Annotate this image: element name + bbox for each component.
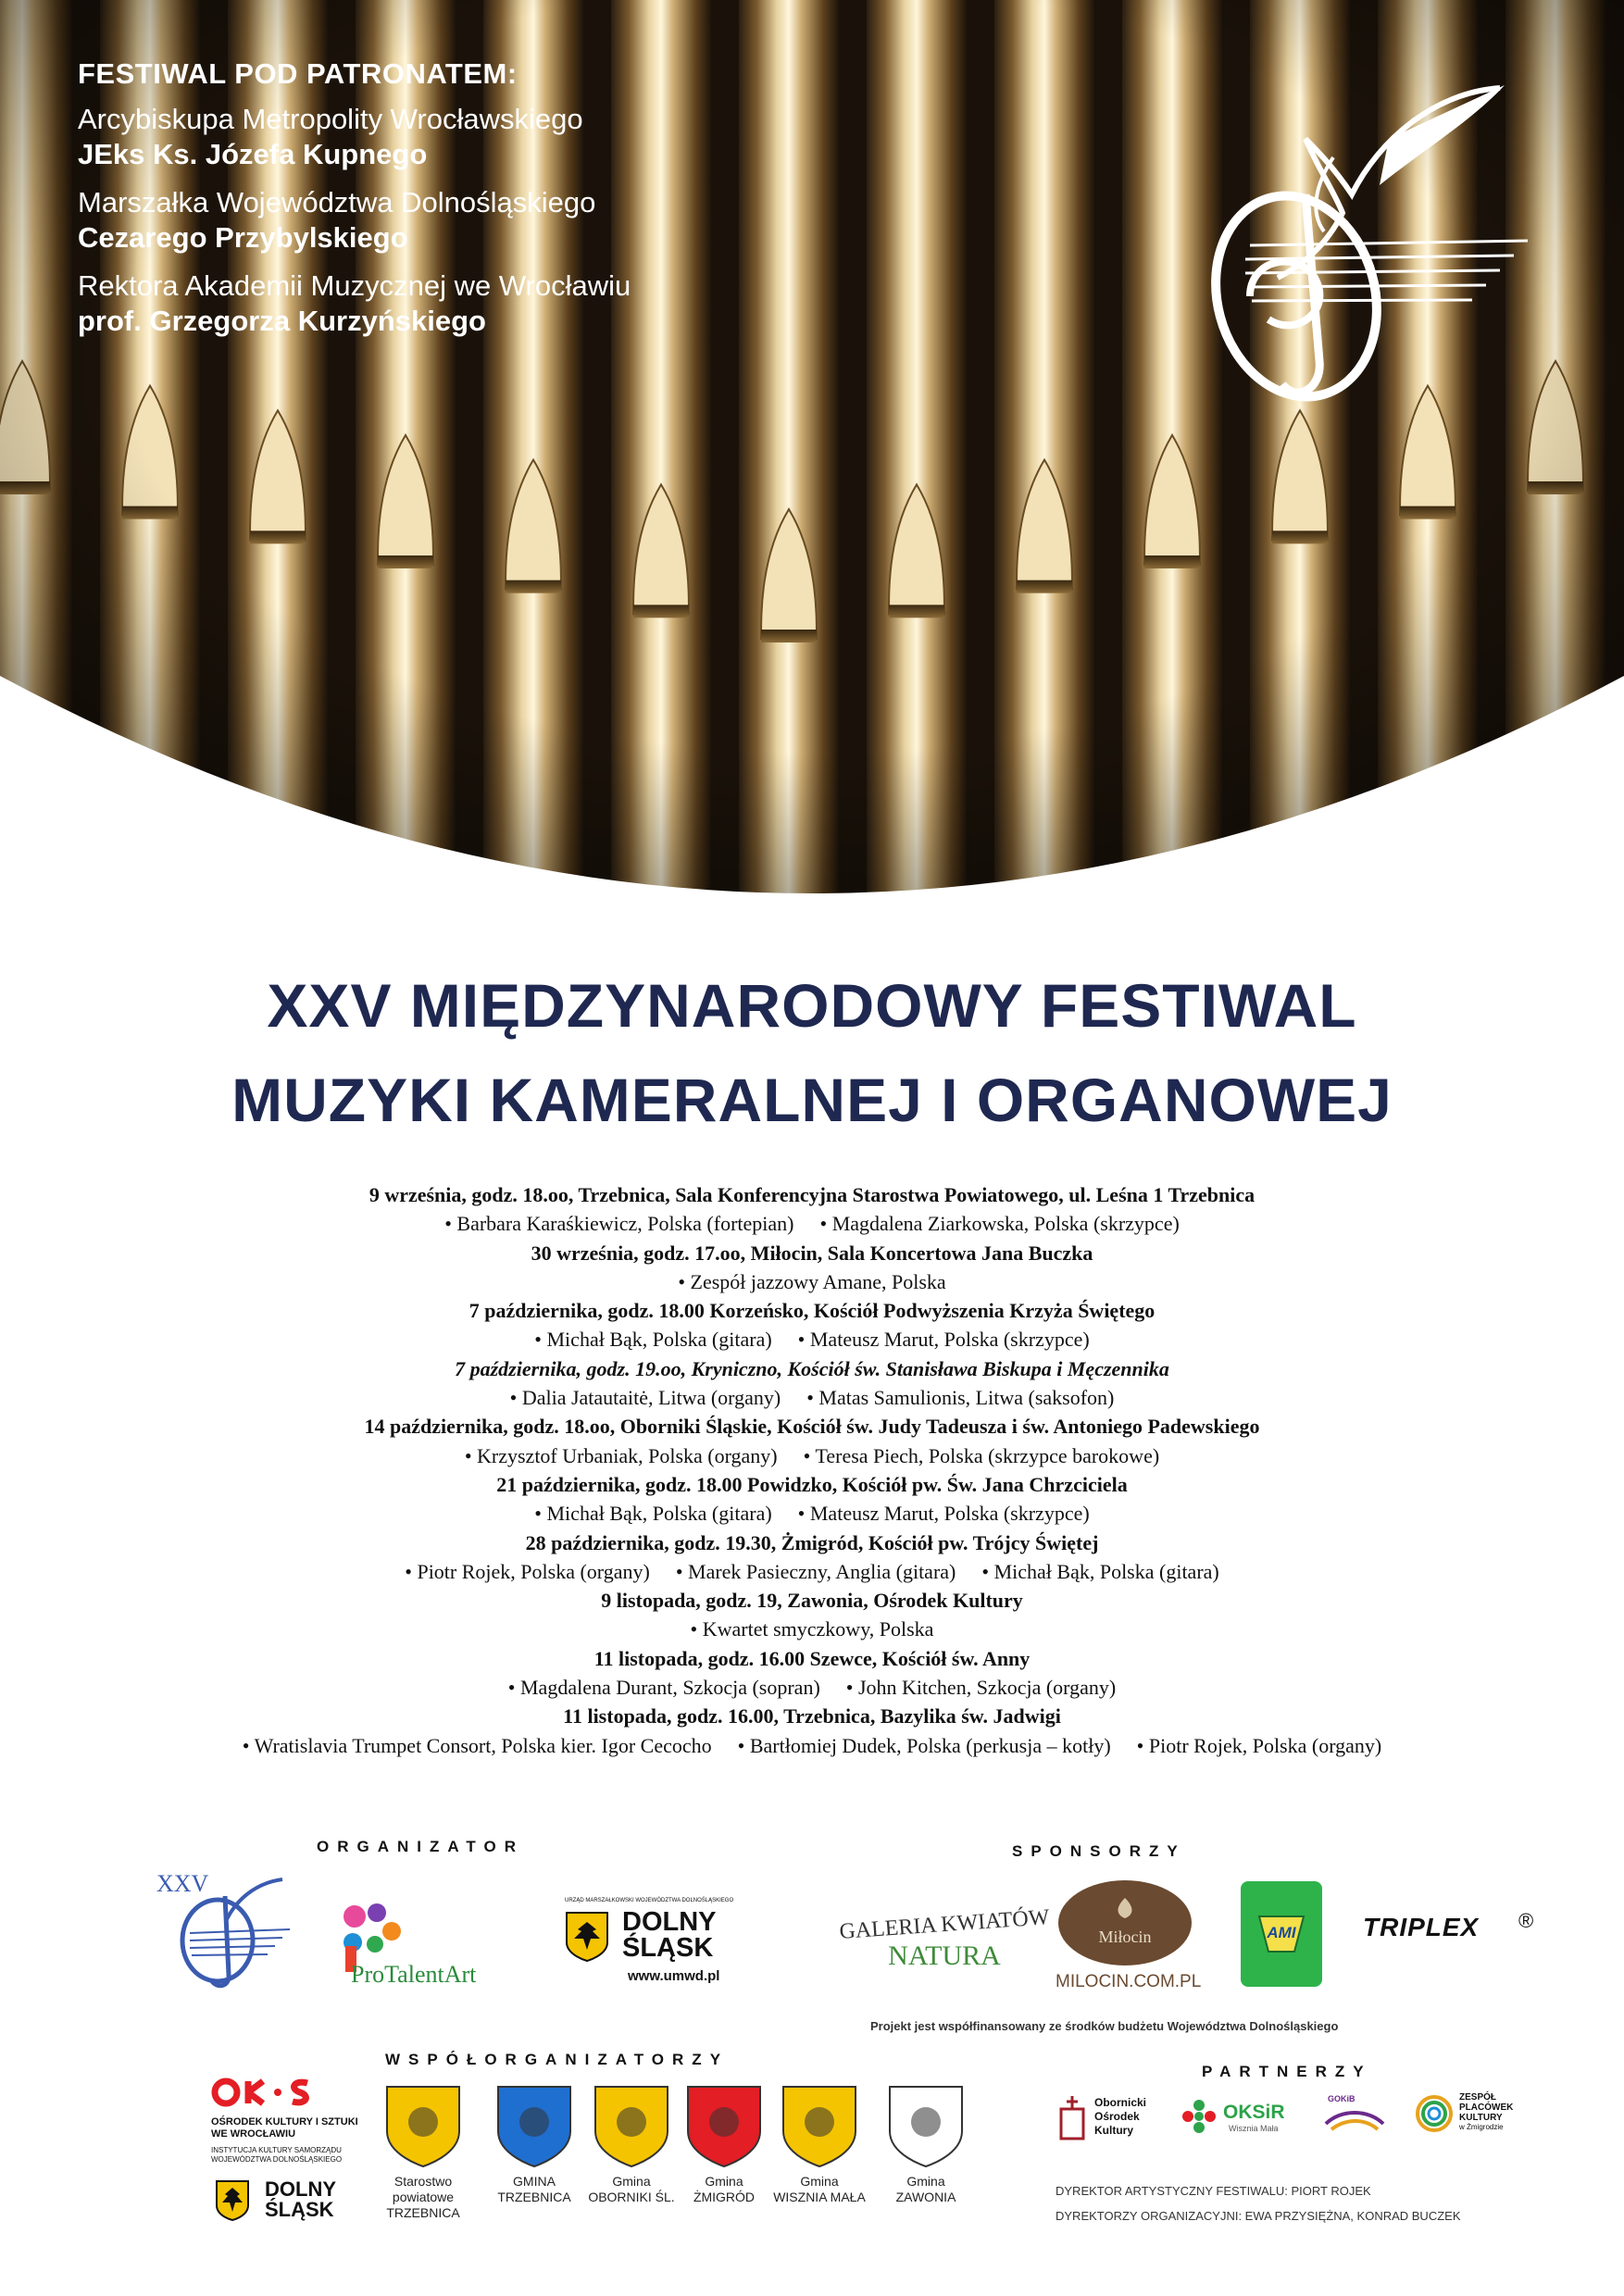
performer-name: Kwartet smyczkowy, Polska [702, 1617, 934, 1641]
crest-label: Gmina [906, 2174, 945, 2189]
performer-name: Michał Bąk, Polska (gitara) [993, 1559, 1219, 1583]
coat-of-arms-icon [493, 2083, 576, 2168]
performer: • Mateusz Marut, Polska (skrzypce) [797, 1502, 1090, 1526]
ami-logo [1239, 1879, 1324, 1989]
obornicki-osrodek-kultury-logo [1056, 2094, 1185, 2150]
concert-performers [0, 1673, 1624, 1702]
performer: • John Kitchen, Szkocja (organy) [845, 1676, 1117, 1700]
milocin-logo [1056, 1879, 1202, 2000]
triplex-text: TRIPLEX [1363, 1913, 1480, 1941]
performer-name: Teresa Piech, Polska (skrzypce barokowe) [815, 1443, 1160, 1467]
gokib-text: GOKiB [1328, 2094, 1355, 2103]
ami-text: AMI [1267, 1924, 1296, 1941]
patronage-block [78, 57, 631, 352]
patron-role: Marszałka Województwa Dolnośląskiego [78, 186, 596, 218]
performer-name: Bartłomiej Dudek, Polska (perkusja – kotły) [749, 1733, 1111, 1757]
okis-sub-2: WOJEWÓDZTWA DOLNOŚLĄSKIEGO [211, 2155, 343, 2164]
concert-event: 21 października, godz. 18.00 Powidzko, Kościół pw. Św. Jana Chrzciciela [496, 1472, 1128, 1496]
oksir-logo [1181, 2098, 1301, 2144]
patron-role: Rektora Akademii Muzycznej we Wrocławiu [78, 269, 631, 302]
milocin-badge-text: Miłocin [1098, 1928, 1152, 1946]
concert-performers [0, 1499, 1624, 1528]
performer-name: Mateusz Marut, Polska (skrzypce) [809, 1502, 1090, 1526]
concert-performers [0, 1267, 1624, 1296]
ook-3: Kultury [1094, 2124, 1133, 2137]
concert-performers [0, 1325, 1624, 1354]
umwd-url: www.umwd.pl [628, 1968, 720, 1984]
municipal-crest [773, 2083, 866, 2231]
performer: • Zespół jazzowy Amane, Polska [678, 1269, 946, 1293]
eagle-shield-icon [565, 1911, 609, 1963]
performer-name: Mateusz Marut, Polska (skrzypce) [809, 1328, 1090, 1352]
zpk-4: w Żmigrodzie [1459, 2123, 1504, 2131]
artistic-director: DYREKTOR ARTYSTYCZNY FESTIWALU: PIORT ROJEK [1056, 2184, 1371, 2198]
treble-clef-icon [153, 1868, 292, 1989]
crest-label: Gmina [612, 2174, 651, 2189]
zpk-2: PLACÓWEK [1459, 2103, 1514, 2113]
performer-name: Piotr Rojek, Polska (organy) [417, 1559, 650, 1583]
oksir-flower-icon [1181, 2098, 1218, 2135]
performer-name: Matas Samulionis, Litwa (saksofon) [818, 1386, 1115, 1410]
concert-event: 9 listopada, godz. 19, Zawonia, Ośrodek Kultury [601, 1589, 1023, 1613]
zespol-placowek-kultury-logo [1413, 2092, 1533, 2148]
performer-name: Magdalena Ziarkowska, Polska (skrzypce) [831, 1212, 1180, 1236]
coat-of-arms-icon [381, 2083, 465, 2168]
organizational-directors: DYREKTORZY ORGANIZACYJNI: EWA PRZYSIĘŻNA, KONRAD BUCZEK [1056, 2209, 1461, 2223]
concert-event: 30 września, godz. 17.oo, Miłocin, Sala Koncertowa Jana Buczka [531, 1241, 1093, 1265]
concert-performers [0, 1731, 1624, 1760]
patron-name: Cezarego Przybylskiego [78, 221, 408, 254]
concert-event: 14 października, godz. 18.oo, Oborniki Śląskie, Kościół św. Judy Tadeusza i św. Antoniego Padewskiego [364, 1415, 1260, 1439]
festival-title-line2: MUZYKI KAMERALNEJ I ORGANOWEJ [231, 1066, 1393, 1134]
performer: • Piotr Rojek, Polska (organy) [405, 1559, 650, 1583]
sponsors-heading: SPONSORZY [1012, 1842, 1186, 1860]
concert-performers [0, 1383, 1624, 1412]
crest-label: GMINA [513, 2174, 556, 2189]
festival-title-line1: XXV MIĘDZYNARODOWY FESTIWAL [267, 971, 1357, 1040]
oksir-sub: Wisznia Mała [1229, 2124, 1279, 2133]
concert-event: 7 października, godz. 18.00 Korzeńsko, Kościół Podwyższenia Krzyża Świętego [468, 1299, 1156, 1323]
crest-label: ZAWONIA [895, 2190, 956, 2204]
performer-name: Michał Bąk, Polska (gitara) [546, 1502, 772, 1526]
concert-performers [0, 1615, 1624, 1643]
concert-performers [0, 1557, 1624, 1586]
performer: • Krzysztof Urbaniak, Polska (organy) [464, 1443, 778, 1467]
performer: • Michał Bąk, Polska (gitara) [534, 1328, 772, 1352]
crest-label: Starostwo [394, 2174, 453, 2189]
zpk-1: ZESPÓŁ [1459, 2092, 1497, 2103]
performer: • Mateusz Marut, Polska (skrzypce) [797, 1328, 1090, 1352]
performer-name: Krzysztof Urbaniak, Polska (organy) [477, 1443, 778, 1467]
municipal-crest [493, 2083, 576, 2231]
performer-name: Magdalena Durant, Szkocja (sopran) [520, 1676, 820, 1700]
coat-of-arms-icon [682, 2083, 766, 2168]
performer: • Dalia Jatautaitė, Litwa (organy) [509, 1386, 781, 1410]
gokib-logo [1322, 2094, 1387, 2140]
performer: • Marek Pasieczny, Anglia (gitara) [675, 1559, 956, 1583]
patron-name: JEks Ks. Józefa Kupnego [78, 138, 428, 170]
performer-name: Dalia Jatautaitė, Litwa (organy) [521, 1386, 781, 1410]
performer: • Piotr Rojek, Polska (organy) [1136, 1733, 1382, 1757]
galeria-kwiatow-natura-logo [838, 1905, 1051, 1979]
crest-label: TRZEBNICA [497, 2190, 571, 2204]
performer: • Kwartet smyczkowy, Polska [690, 1617, 934, 1641]
crest-label: WISZNIA MAŁA [773, 2190, 866, 2204]
coat-of-arms-icon [778, 2083, 861, 2168]
concert-event: 28 października, godz. 19.30, Żmigród, Kościół pw. Trójcy Świętej [525, 1530, 1099, 1554]
okis-name-2: WE WROCŁAWIU [211, 2128, 296, 2140]
crest-label: powiatowe [392, 2190, 455, 2204]
umwd-small-text: URZĄD MARSZAŁKOWSKI WOJEWÓDZTWA DOLNOŚLĄSKIEGO [565, 1898, 734, 1903]
dolny-text: DOLNY [622, 1907, 717, 1937]
okis-sub-1: INSTYTUCJA KULTURY SAMORZĄDU [211, 2146, 342, 2154]
natura-text: NATURA [888, 1940, 1001, 1971]
patron-role: Arcybiskupa Metropolity Wrocławskiego [78, 103, 583, 135]
municipal-crest [682, 2083, 766, 2231]
performer-name: Michał Bąk, Polska (gitara) [546, 1328, 772, 1352]
performer: • Bartłomiej Dudek, Polska (perkusja – kotły) [737, 1733, 1111, 1757]
concert-program [0, 1180, 1624, 1760]
performer: • Magdalena Ziarkowska, Polska (skrzypce) [819, 1212, 1180, 1236]
performer-name: Piotr Rojek, Polska (organy) [1148, 1733, 1382, 1757]
performer: • Wratislavia Trumpet Consort, Polska kier. Igor Cecocho [242, 1733, 712, 1757]
coat-of-arms-icon [884, 2083, 968, 2168]
dolny-text: DOLNY [265, 2177, 336, 2201]
slask-text: ŚLĄSK [265, 2198, 334, 2221]
slask-text: ŚLĄSK [622, 1933, 714, 1963]
municipal-crest [381, 2083, 465, 2231]
oksir-text: OKSiR [1223, 2102, 1285, 2123]
partners-heading: PARTNERZY [1202, 2063, 1372, 2080]
registered-icon: ® [1518, 1909, 1534, 1932]
milocin-url: MILOCIN.COM.PL [1056, 1972, 1202, 1991]
municipal-crest [884, 2083, 968, 2231]
funding-note: Projekt jest współfinansowany ze środków budżetu Województwa Dolnośląskiego [870, 2019, 1339, 2033]
performer: • Michał Bąk, Polska (gitara) [981, 1559, 1219, 1583]
zpk-rings-icon [1413, 2092, 1455, 2135]
okis-name: OŚRODEK KULTURY I SZTUKI [211, 2116, 358, 2128]
eagle-shield-icon [215, 2179, 250, 2222]
performer-name: Wratislavia Trumpet Consort, Polska kier. Igor Cecocho [254, 1733, 712, 1757]
concert-event: 11 listopada, godz. 16.00 Szewce, Kościół św. Anny [593, 1646, 1031, 1670]
crest-label: ŻMIGRÓD [693, 2190, 756, 2204]
patronage-heading: FESTIWAL POD PATRONATEM: [78, 57, 518, 90]
patron-name: prof. Grzegorza Kurzyńskiego [78, 305, 486, 337]
performer-name: Marek Pasieczny, Anglia (gitara) [688, 1559, 956, 1583]
crest-label: Gmina [800, 2174, 839, 2189]
coat-of-arms-icon [590, 2083, 673, 2168]
crest-label: TRZEBNICA [386, 2205, 460, 2220]
crest-label: OBORNIKI ŚL. [588, 2190, 675, 2204]
performer: • Barbara Karaśkiewicz, Polska (fortepian) [444, 1212, 794, 1236]
okis-mark-icon [211, 2074, 350, 2111]
concert-performers [0, 1209, 1624, 1238]
protalent-text: ProTalentArt [351, 1961, 477, 1988]
performer: • Matas Samulionis, Litwa (saksofon) [806, 1386, 1115, 1410]
zpk-3: KULTURY [1459, 2113, 1503, 2123]
gokib-swoosh-icon [1322, 2105, 1387, 2137]
performer-name: Zespół jazzowy Amane, Polska [690, 1269, 946, 1293]
ook-1: Obornicki [1094, 2096, 1147, 2109]
festival-xxv-logo [153, 1868, 292, 1989]
ook-2: Ośrodek [1094, 2110, 1140, 2123]
triplex-logo [1363, 1909, 1548, 1959]
coorganizers-heading: WSPÓŁORGANIZATORZY [385, 2051, 730, 2068]
performer: • Michał Bąk, Polska (gitara) [534, 1502, 772, 1526]
concert-event: 9 września, godz. 18.oo, Trzebnica, Sala Konferencyjna Starostwa Powiatowego, ul. Leśna 1 Trzebnica [369, 1183, 1255, 1206]
performer: • Teresa Piech, Polska (skrzypce barokowe) [803, 1443, 1160, 1467]
performer-name: Barbara Karaśkiewicz, Polska (fortepian) [456, 1212, 794, 1236]
concert-event: 11 listopada, godz. 16.00, Trzebnica, Bazylika św. Jadwigi [563, 1704, 1061, 1728]
municipal-crest [590, 2083, 673, 2231]
xxv-text: XXV [156, 1870, 209, 1897]
performer-name: John Kitchen, Szkocja (organy) [857, 1676, 1117, 1700]
crest-label: Gmina [705, 2174, 743, 2189]
church-icon [1056, 2094, 1089, 2140]
milocin-badge [1056, 1879, 1194, 1967]
galeria-text: GALERIA KWIATÓW [838, 1905, 1051, 1944]
protalentart-logo [338, 1900, 532, 1992]
dolny-slask-umwd-logo [565, 1898, 741, 1990]
concert-performers [0, 1441, 1624, 1470]
performer: • Magdalena Durant, Szkocja (sopran) [507, 1676, 820, 1700]
organizer-heading: ORGANIZATOR [317, 1838, 524, 1855]
concert-event: 7 października, godz. 19.oo, Kryniczno, Kościół św. Stanisława Biskupa i Męczennika [455, 1356, 1169, 1380]
